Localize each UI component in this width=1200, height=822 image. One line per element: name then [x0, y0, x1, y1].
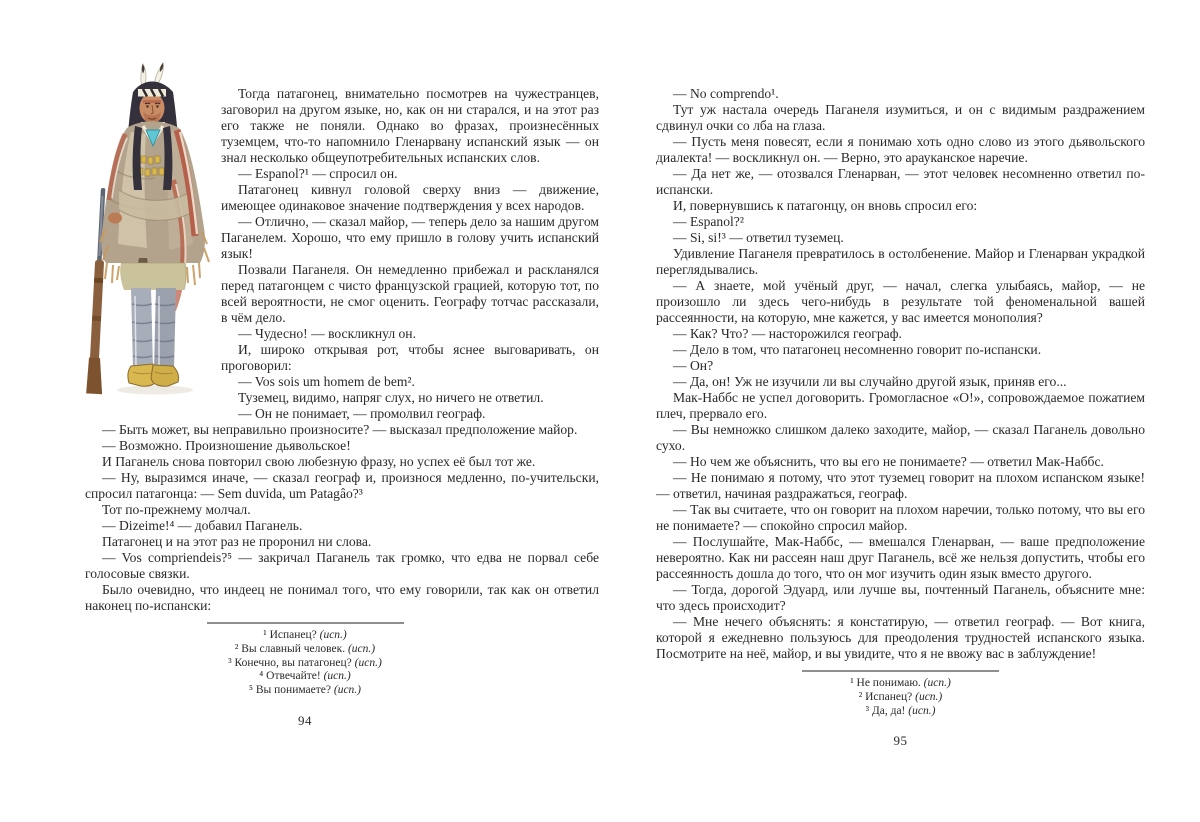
footnote — [85, 629, 525, 643]
footnote-marker: ⁴ — [259, 670, 264, 683]
footnote-text: Вы славный человек. — [241, 642, 346, 655]
paragraph: — Он? — [673, 358, 714, 373]
footnote-text: Испанец? — [269, 629, 317, 641]
paragraph: — Как? Что? — насторожился географ. — [673, 326, 902, 341]
page-left — [85, 86, 599, 729]
footnote-divider — [207, 622, 404, 624]
footnote-text: Да, да! — [871, 704, 906, 717]
paragraph: — Тогда, дорогой Эдуард, или лучше вы, почтенный Паганель, объясните мне: что здесь происходит? — [656, 582, 1145, 613]
footnote-marker: ² — [234, 642, 239, 655]
paragraph: Позвали Паганеля. Он немедленно прибежал и раскланялся перед патагонцем с чисто французской грацией, которую тот, по всей вероятности, не смог оценить. Географу тотчас рассказали, в чём дело. — [221, 262, 599, 325]
footnote-divider — [802, 670, 999, 672]
footnote — [85, 670, 525, 684]
paragraph: — Он не понимает, — промолвил географ. — [238, 406, 486, 421]
left-page-text — [85, 86, 599, 614]
footnote — [85, 684, 525, 698]
footnote — [85, 657, 525, 671]
right-page-footnotes — [656, 677, 1145, 718]
paragraph: — Vos compriendeis?⁵ — закричал Паганель так громко, что едва не порвал себе голосовые связки. — [85, 550, 599, 581]
paragraph: — Ну, выразимся иначе, — сказал географ и, произнося медленно, по-учительски, спросил патагонца: — Sem duvida, um Patagâo?³ — [85, 470, 599, 501]
paragraph: — Dizeime!⁴ — добавил Паганель. — [102, 518, 303, 533]
paragraph: — Вы немножко слишком далеко заходите, майор, — сказал Паганель довольно сухо. — [656, 422, 1145, 453]
paragraph: Туземец, видимо, напряг слух, но ничего не ответил. — [238, 390, 544, 405]
paragraph: Было очевидно, что индеец не понимал того, что ему говорили, так как он ответил наконец по-испански: — [85, 582, 599, 613]
paragraph: И, широко открывая рот, чтобы яснее выговаривать, он проговорил: — [221, 342, 599, 373]
footnote-language-note: (исп.) — [354, 656, 382, 669]
paragraph: — Отлично, — сказал майор, — теперь дело за нашим другом Паганелем. Хорошо, что ему пришло в голову учить испанский язык! — [221, 214, 599, 261]
right-page-footer — [656, 670, 1145, 749]
paragraph: Удивление Паганеля превратилось в остолбенение. Майор и Гленарван украдкой переглядывались. — [656, 246, 1145, 277]
paragraph: — Espanol?² — [673, 214, 744, 229]
patagonian-illustration — [85, 86, 221, 408]
patagonian-man-with-rifle-illustration — [85, 60, 221, 406]
paragraph: И, повернувшись к патагонцу, он вновь спросил его: — [673, 198, 978, 213]
paragraph: — Мне нечего объяснять: я констатирую, — ответил географ. — Вот книга, которой я ежедневно пользуюсь для преодоления трудностей испанского языка. Посмотрите на неё, майор, и вы увидите, что я не ввожу вас в заблуждение! — [656, 614, 1145, 661]
footnote-language-note: (исп.) — [333, 684, 362, 697]
paragraph: — Чудесно! — воскликнул он. — [238, 326, 416, 341]
footnote-text: Не понимаю. — [856, 677, 921, 689]
paragraph: Патагонец и на этот раз не проронил ни слова. — [102, 534, 372, 549]
footnote-marker: ³ — [865, 704, 870, 717]
right-page-text — [656, 86, 1145, 662]
paragraph: — Пусть меня повесят, если я понимаю хоть одно слово из этого дьявольского диалекта! — воскликнул он. — Верно, это арауканское наречие. — [656, 134, 1145, 165]
footnote-text: Отвечайте! — [266, 670, 321, 683]
paragraph: — Espanol?¹ — спросил он. — [238, 166, 398, 181]
paragraph: И Паганель снова повторил свою любезную фразу, но успех её был тот же. — [102, 454, 536, 469]
footnote-language-note: (исп.) — [908, 704, 936, 717]
footnote-text: Вы понимаете? — [255, 684, 331, 697]
paragraph: — Послушайте, Мак-Наббс, — вмешался Гленарван, — ваше предположение невероятно. Как ни рассеян наш друг Паганель, всё же нельзя допустить, чтобы его рассеянность дошла до того, что он мог изучить один язык вместо другого. — [656, 534, 1145, 581]
left-page-footnotes — [85, 629, 525, 698]
paragraph: — Si, si!³ — ответил туземец. — [673, 230, 844, 245]
paragraph: — Vos sois um homem de bem². — [238, 374, 415, 389]
page-right — [656, 86, 1145, 749]
footnote-marker: ² — [858, 690, 863, 703]
footnote-language-note: (исп.) — [915, 690, 943, 703]
footnote-language-note: (исп.) — [923, 677, 951, 689]
footnote-text: Испанец? — [865, 690, 913, 703]
paragraph: — Дело в том, что патагонец несомненно говорит по-испански. — [673, 342, 1042, 357]
footnote-marker: ³ — [228, 656, 232, 669]
footnote-language-note: (исп.) — [319, 629, 347, 641]
paragraph: Тот по-прежнему молчал. — [102, 502, 251, 517]
paragraph: Тут уж настала очередь Паганеля изумиться, и он с видимым раздражением сдвинул очки со лба на глаза. — [656, 102, 1145, 133]
page-number: 94 — [298, 712, 312, 728]
footnote-marker: ¹ — [850, 677, 854, 689]
footnote-marker: ¹ — [263, 629, 267, 641]
paragraph: Патагонец кивнул головой сверху вниз — движение, имеющее одинаковое значение подтверждения у всех народов. — [221, 182, 599, 213]
footnote-text: Конечно, вы патагонец? — [234, 656, 352, 669]
footnote — [85, 643, 525, 657]
paragraph: — No comprendo¹. — [673, 86, 779, 101]
page-number: 95 — [893, 733, 908, 749]
paragraph: — Но чем же объяснить, что вы его не понимаете? — ответил Мак-Наббс. — [673, 454, 1104, 469]
paragraph: Мак-Наббс не успел договорить. Громогласное «О!», сопровождаемое пожатием плеч, прервало его. — [656, 390, 1145, 421]
paragraph: — Да нет же, — отозвался Гленарван, — этот человек несомненно ответил по-испански. — [656, 166, 1145, 197]
paragraph: — Не понимаю я потому, что этот туземец говорит на плохом испанском языке! — ответил, начиная раздражаться, географ. — [656, 470, 1145, 501]
paragraph: Тогда патагонец, внимательно посмотрев на чужестранцев, заговорил на другом языке, но, как он ни старался, и на этот раз его также не поняли. Однако во фразах, произнесённых туземцем, что-то напомнило Гленарвану испанский язык — он знал несколько общеупотребительных испанских слов. — [221, 86, 599, 165]
footnote — [656, 691, 1145, 705]
footnote — [656, 677, 1145, 691]
paragraph: — А знаете, мой учёный друг, — начал, слегка улыбаясь, майор, — не произошло ли здесь чего-нибудь в результате той феноменальной вашей рассеянности, на которую, мне кажется, у вас имеется монополия? — [656, 278, 1145, 325]
footnote — [656, 705, 1145, 719]
paragraph: — Да, он! Уж не изучили ли вы случайно другой язык, приняв его... — [673, 374, 1067, 389]
paragraph: — Так вы считаете, что он говорит на плохом наречии, только потому, что вы его не понимаете? — спокойно спросил майор. — [656, 502, 1145, 533]
paragraph: — Возможно. Произношение дьявольское! — [102, 438, 351, 453]
footnote-language-note: (исп.) — [323, 670, 351, 683]
left-page-footer — [85, 622, 525, 729]
footnote-language-note: (исп.) — [347, 642, 376, 655]
footnote-marker: ⁵ — [248, 684, 253, 697]
paragraph: — Быть может, вы неправильно произносите? — высказал предположение майор. — [102, 422, 578, 437]
